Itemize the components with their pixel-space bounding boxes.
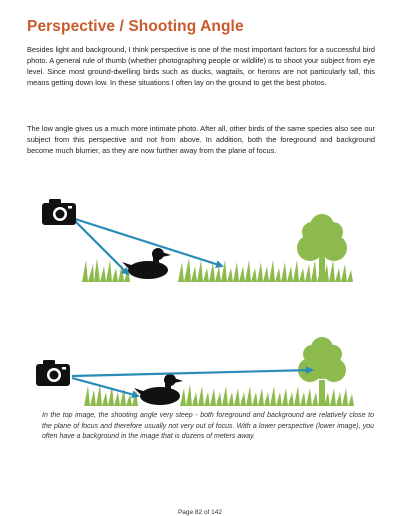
grass-icon xyxy=(84,384,354,406)
sight-lines xyxy=(72,370,312,396)
high-angle-illustration xyxy=(0,188,400,296)
camera-icon xyxy=(36,360,70,386)
page-title: Perspective / Shooting Angle xyxy=(27,18,244,35)
paragraph-2: The low angle gives us a much more intimate photo. After all, other birds of the same species also see our subject from this perspective and not from above. In addition, both the foreground and background become much blurrier, as they are now further away from the plane of focus. xyxy=(27,124,375,156)
paragraph-1: Besides light and background, I think perspective is one of the most important factors for a successful bird photo. A general rule of thumb (whether photographing people or wildlife) is to shoot your subject from eye level. Since most ground-dwelling birds such as ducks, wagtails, or herons are not particularly tall, this means getting down low. In these situations I often lay on the ground to get the best photos. xyxy=(27,45,375,88)
figure-caption: In the top image, the shooting angle very steep - both foreground and background are relatively close to the plane of focus and therefore usually not very out of focus. With a lower perspective (lower image), you often have a background in the image that is dozens of meters away. xyxy=(42,412,374,441)
camera-icon xyxy=(42,199,76,225)
duck-icon xyxy=(134,374,183,405)
tree-icon xyxy=(298,337,346,406)
low-angle-illustration xyxy=(0,334,400,414)
duck-icon xyxy=(122,248,171,279)
page-number: Page 82 of 142 xyxy=(177,509,223,516)
